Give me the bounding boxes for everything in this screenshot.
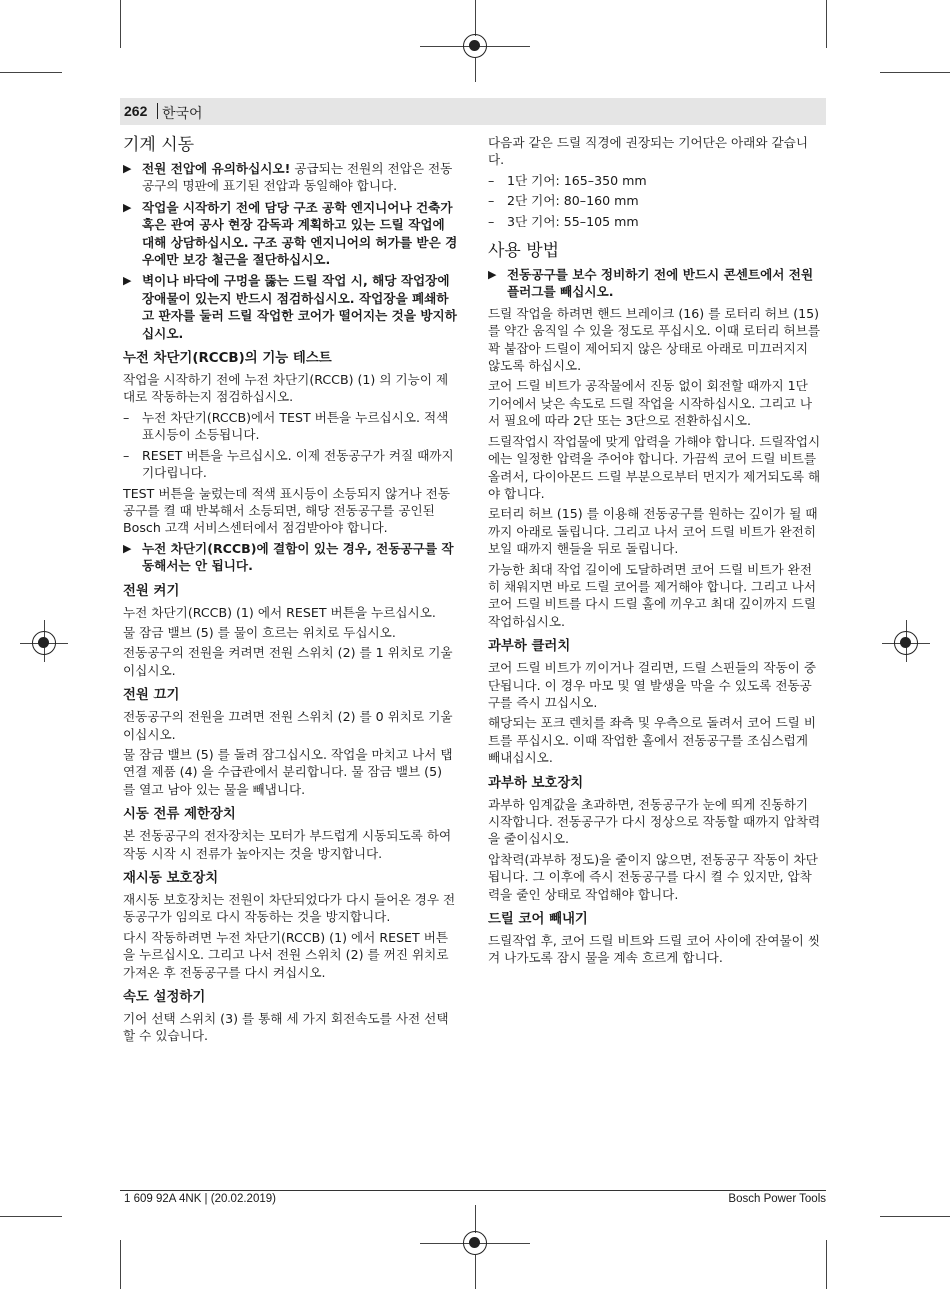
warning-item: ▶ 누전 차단기(RCCB)에 결함이 있는 경우, 전동공구를 작동해서는 안 됩니다. [123,540,458,575]
crop-mark [475,58,476,82]
warning-item: ▶ 전원 전압에 유의하십시오! 공급되는 전원의 전압은 전동공구의 명판에 표기된 전압과 동일해야 합니다. [123,160,458,195]
crop-mark [826,1240,827,1289]
paragraph: 로터리 허브 (15) 를 이용해 전동공구를 원하는 깊이가 될 때까지 아래로 돌립니다. 그리고 나서 코어 드릴 비트가 완전히 보일 때까지 핸들을 뒤로 돌립니다. [488,506,818,557]
paragraph: 전동공구의 전원을 켜려면 전원 스위치 (2) 를 1 위치로 기울이십시오. [123,645,453,678]
paragraph: 가능한 최대 작업 길이에 도달하려면 코어 드릴 비트가 완전히 채워지면 바로 드릴 코어를 제거해야 합니다. 그리고 나서 코어 드릴 비트를 다시 드릴 홀에 끼우고 최대 깊이까지 드릴 작업하십시오. [488,561,817,629]
section-title: 기계 시동 [123,135,195,155]
warning-item: ▶ 작업을 시작하기 전에 담당 구조 공학 엔지니어나 건축가 혹은 관여 공사 현장 감독과 계획하고 있는 드릴 작업에 대해 상담하십시오. 구조 공학 엔지니어의 허가를 받은 경우에만 보강 철근을 절단하십시오. [123,199,458,269]
section-title: 사용 방법 [488,241,560,262]
crop-mark [0,72,62,73]
section-heading: 속도 설정하기 [123,990,206,1006]
document-code: 1 609 92A 4NK | (20.02.2019) [124,1193,276,1205]
crop-mark [120,1240,121,1289]
registration-mark-icon [463,34,487,58]
paragraph: 과부하 임계값을 초과하면, 전동공구가 눈에 띄게 진동하기 시작합니다. 전동공구가 다시 정상으로 작동할 때까지 압착력을 줄이십시오. [488,796,821,847]
paragraph: 해당되는 포크 렌치를 좌측 및 우측으로 돌려서 코어 드릴 비트를 푸십시오. 이때 작업한 홀에서 전동공구를 조심스럽게 빼내십시오. [488,715,817,766]
brand-footer: Bosch Power Tools [728,1193,826,1205]
divider [157,103,158,119]
right-column [488,134,823,970]
paragraph: 코어 드릴 비트가 끼이거나 걸리면, 드릴 스핀들의 작동이 중단됩니다. 이 경우 마모 및 열 발생을 막을 수 있도록 전동공구를 즉시 끄십시오. [488,660,817,710]
crop-mark [880,1216,950,1217]
section-heading: 누전 차단기(RCCB)의 기능 테스트 [123,351,332,367]
paragraph: 작업을 시작하기 전에 누전 차단기(RCCB) (1) 의 기능이 제대로 작동하는지 점검하십시오. [123,372,449,405]
crop-mark [0,1216,62,1217]
crop-mark [475,0,476,36]
list-item: – RESET 버튼을 누르십시오. 이제 전동공구가 켜질 때까지 기다립니다. [123,447,458,482]
registration-mark-icon [32,631,56,655]
crop-mark [475,1205,476,1233]
registration-mark-icon [894,631,918,655]
section-heading: 과부하 보호장치 [488,775,584,791]
section-heading: 시동 전류 제한장치 [123,807,236,823]
crop-mark [120,0,121,48]
paragraph: 기어 선택 스위치 (3) 를 통해 세 가지 회전속도를 사전 선택할 수 있습니다. [123,1011,449,1044]
paragraph: 전동공구의 전원을 끄려면 전원 스위치 (2) 를 0 위치로 기울이십시오. [123,709,453,742]
paragraph: 본 전동공구의 전자장치는 모터가 부드럽게 시동되도록 하여 작동 시작 시 전류가 높아지는 것을 방지합니다. [123,828,452,861]
paragraph: 물 잠금 밸브 (5) 를 물이 흐르는 위치로 두십시오. [123,624,396,640]
crop-mark [880,72,950,73]
paragraph: 다음과 같은 드릴 직경에 권장되는 기어단은 아래와 같습니다. [488,135,808,168]
crop-mark [475,1255,476,1289]
section-heading: 전원 끄기 [123,688,180,704]
page-number: 262 [124,103,148,119]
section-heading: 드릴 코어 빼내기 [488,912,588,928]
list-item: – 누전 차단기(RCCB)에서 TEST 버튼을 누르십시오. 적색 표시등이 소등됩니다. [123,409,458,444]
page-header [120,98,826,125]
footer-divider [120,1190,826,1191]
warning-item: ▶ 벽이나 바닥에 구멍을 뚫는 드릴 작업 시, 해당 작업장에 장애물이 있는지 반드시 점검하십시오. 작업장을 폐쇄하고 판자를 둘러 드릴 작업한 코어가 떨어지는 것을 방지하십시오. [123,272,458,342]
warning-item: ▶ 전동공구를 보수 정비하기 전에 반드시 콘센트에서 전원 플러그를 빼십시오. [488,266,823,301]
paragraph: 드릴작업시 작업물에 맞게 압력을 가해야 합니다. 드릴작업시에는 일정한 압력을 주어야 합니다. 가끔씩 코어 드릴 비트를 올려서, 다이아몬드 드릴 부분으로부터 먼지가 제거되도록 해야 합니다. [488,433,821,501]
paragraph: 다시 작동하려면 누전 차단기(RCCB) (1) 에서 RESET 버튼을 누르십시오. 그리고 나서 전원 스위치 (2) 를 꺼진 위치로 가져온 후 전동공구를 다시 켜십시오. [123,929,449,980]
crop-mark [826,0,827,48]
list-item: – 3단 기어: 55–105 mm [488,213,823,230]
page-language: 한국어 [162,105,203,121]
paragraph: 드릴 작업을 하려면 핸드 브레이크 (16) 를 로터리 허브 (15) 를 약간 움직일 수 있을 정도로 푸십시오. 이때 로터리 허브를 꽉 붙잡아 드릴이 제어되지 않은 상태로 아래로 미끄러지지 않도록 하십시오. [488,305,821,374]
paragraph: 물 잠금 밸브 (5) 를 돌려 잠그십시오. 작업을 마치고 나서 탭 연결 제품 (4) 을 수급관에서 분리합니다. 물 잠금 밸브 (5) 를 열고 남아 있는 물을 빼냅니다. [123,746,453,797]
list-item: – 2단 기어: 80–160 mm [488,192,823,209]
paragraph: 드릴작업 후, 코어 드릴 비트와 드릴 코어 사이에 잔여물이 씻겨 나가도록 잠시 물을 계속 흐르게 합니다. [488,933,821,966]
paragraph: 압착력(과부하 정도)을 줄이지 않으면, 전동공구 작동이 차단됩니다. 그 이후에 즉시 전동공구를 다시 켤 수 있지만, 압착력을 줄인 상태로 작업해야 합니다. [488,851,818,902]
list-item: – 1단 기어: 165–350 mm [488,172,823,189]
left-column [123,134,458,1048]
section-heading: 과부하 클러치 [488,639,571,655]
section-heading: 재시동 보호장치 [123,871,219,886]
section-heading: 전원 켜기 [123,583,180,599]
paragraph: 누전 차단기(RCCB) (1) 에서 RESET 버튼을 누르십시오. [123,604,436,620]
paragraph: 재시동 보호장치는 전원이 차단되었다가 다시 들어온 경우 전동공구가 임의로 다시 작동하는 것을 방지합니다. [123,892,456,925]
registration-mark-icon [463,1231,487,1255]
paragraph: TEST 버튼을 눌렀는데 적색 표시등이 소등되지 않거나 전동공구를 켤 때 반복해서 소등되면, 해당 전동공구를 공인된 Bosch 고객 서비스센터에서 점검받아야 합니다. [123,485,451,536]
paragraph: 코어 드릴 비트가 공작물에서 진동 없이 회전할 때까지 1단 기어에서 낮은 속도로 드릴 작업을 시작하십시오. 그리고 나서 필요에 따라 2단 또는 3단으로 전환하십시오. [488,378,812,429]
